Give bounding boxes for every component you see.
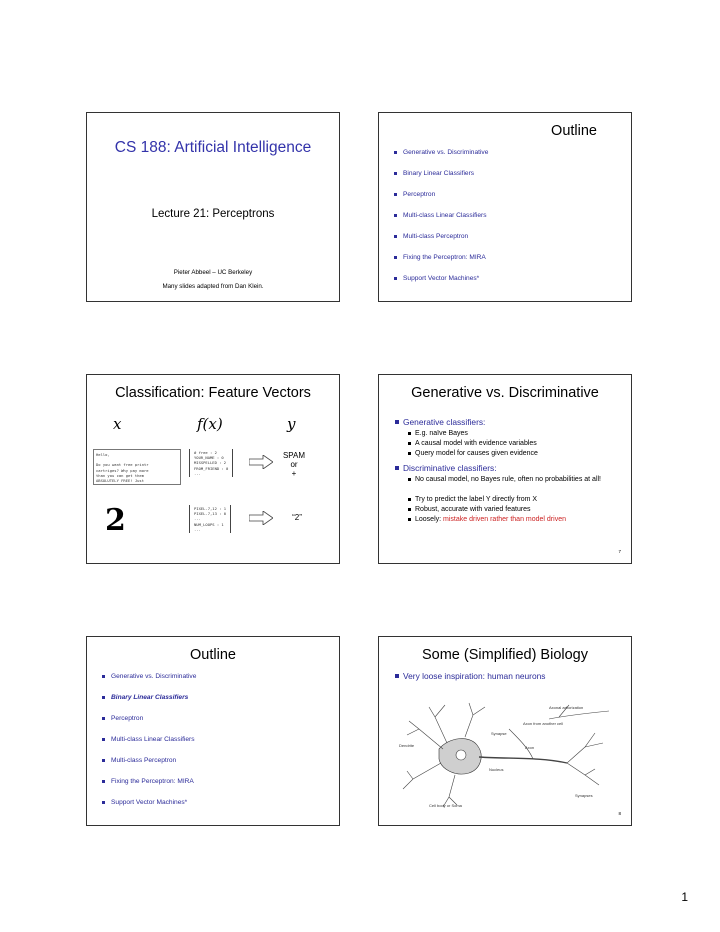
label-cell-body: Cell body or Soma [429, 803, 462, 808]
email-line: than you can get them [96, 472, 145, 478]
label-axon-from: Axon from another cell [523, 721, 564, 726]
feature-line: NUM_LOOPS : 1 [194, 521, 224, 527]
x-symbol: x [113, 415, 122, 433]
bullet-item: A causal model with evidence variables [415, 440, 537, 447]
outline-title: Outline [190, 647, 236, 663]
label-plus: + [291, 469, 297, 478]
outline-list [101, 673, 196, 820]
label-spam: SPAM [282, 451, 306, 460]
label-dendrite: Dendrite [399, 743, 415, 748]
handwritten-digit: 2 [105, 503, 126, 538]
bullet-item: Robust, accurate with varied features [415, 506, 531, 513]
label-or: or [290, 460, 298, 469]
spam-label [275, 451, 313, 478]
loosely-prefix: Loosely: [415, 516, 444, 523]
slide-biology [378, 636, 632, 826]
email-line: Do you want free printr [96, 462, 149, 468]
right-arrow-icon [249, 511, 273, 525]
generative-heading: Generative classifiers: [403, 417, 486, 427]
bullet-item: E.g. naïve Bayes [415, 430, 468, 437]
outline-title: Outline [551, 123, 597, 139]
outline-item-current: Binary Linear Classifiers [101, 694, 196, 715]
course-title: CS 188: Artificial Intelligence [114, 139, 312, 156]
slide-title [86, 112, 340, 302]
bullet-item: Query model for causes given evidence [415, 450, 538, 457]
digit-feature-vector [189, 505, 231, 533]
slide-heading: Classification: Feature Vectors [115, 385, 311, 401]
label-synapses: Synapses [575, 793, 593, 798]
feature-line: FROM_FRIEND : 0 [194, 465, 229, 471]
slide-outline-2 [86, 636, 340, 826]
feature-line: ... [194, 470, 201, 476]
lecture-title: Lecture 21: Perceptrons [151, 208, 275, 220]
label-axon: Axon [525, 745, 535, 750]
bullet-item-loosely [415, 515, 566, 524]
slide-feature-vectors [86, 374, 340, 564]
outline-list [393, 149, 488, 296]
outline-item: Perceptron [393, 191, 488, 212]
outline-item: Multi-class Linear Classifiers [393, 212, 488, 233]
feature-line: ... [194, 516, 201, 522]
digit-label: “2” [292, 513, 302, 522]
feature-line: PIXEL-7,13 : 0 [194, 511, 227, 517]
author-line: Pieter Abbeel – UC Berkeley [173, 269, 253, 276]
outline-item: Support Vector Machines* [101, 799, 196, 820]
email-line: Hello, [96, 452, 110, 457]
feature-line: # free : 2 [194, 450, 217, 455]
outline-item: Fixing the Perceptron: MIRA [101, 778, 196, 799]
slide-number: 8 [618, 811, 621, 816]
email-feature-vector [189, 449, 233, 477]
email-line: cartriges? Why pay more [96, 467, 149, 473]
slide-outline-1 [378, 112, 632, 302]
slide-heading: Some (Simplified) Biology [421, 647, 588, 663]
label-synapse: Synapse [491, 731, 507, 736]
outline-item: Perceptron [101, 715, 196, 736]
slide-number: 7 [618, 549, 621, 554]
outline-item: Binary Linear Classifiers [393, 170, 488, 191]
slide-heading: Generative vs. Discriminative [411, 385, 599, 401]
feature-line: ... [194, 526, 201, 532]
fx-symbol: f(x) [197, 415, 223, 433]
feature-line: MISSPELLED : 2 [194, 460, 227, 466]
bullet-item: No causal model, no Bayes rule, often no probabilities at all! [415, 475, 605, 484]
feature-line: YOUR_NAME : 0 [194, 455, 224, 461]
neuron-illustration [399, 699, 619, 809]
outline-item: Multi-class Perceptron [393, 233, 488, 254]
discriminative-heading: Discriminative classifiers: [403, 463, 497, 473]
y-symbol: y [287, 415, 296, 433]
outline-item: Multi-class Perceptron [101, 757, 196, 778]
email-snippet [93, 449, 181, 485]
adapted-line: Many slides adapted from Dan Klein. [162, 283, 264, 290]
bullet-item: Try to predict the label Y directly from X [415, 496, 538, 503]
loosely-highlight: mistake driven rather than model driven [443, 516, 566, 523]
outline-item: Fixing the Perceptron: MIRA [393, 254, 488, 275]
right-arrow-icon [249, 455, 273, 469]
outline-item: Generative vs. Discriminative [101, 673, 196, 694]
label-axonal: Axonal arborization [549, 705, 584, 710]
label-nucleus: Nucleus [489, 767, 504, 772]
email-line: ABSOLUTELY FREE! Just [96, 478, 145, 483]
outline-item: Generative vs. Discriminative [393, 149, 488, 170]
bullet-item: Very loose inspiration: human neurons [403, 671, 546, 681]
feature-line: PIXEL-7,12 : 1 [194, 506, 227, 511]
page-number: 1 [681, 890, 688, 904]
outline-item: Multi-class Linear Classifiers [101, 736, 196, 757]
slide-generative-discriminative [378, 374, 632, 564]
outline-item: Support Vector Machines* [393, 275, 488, 296]
